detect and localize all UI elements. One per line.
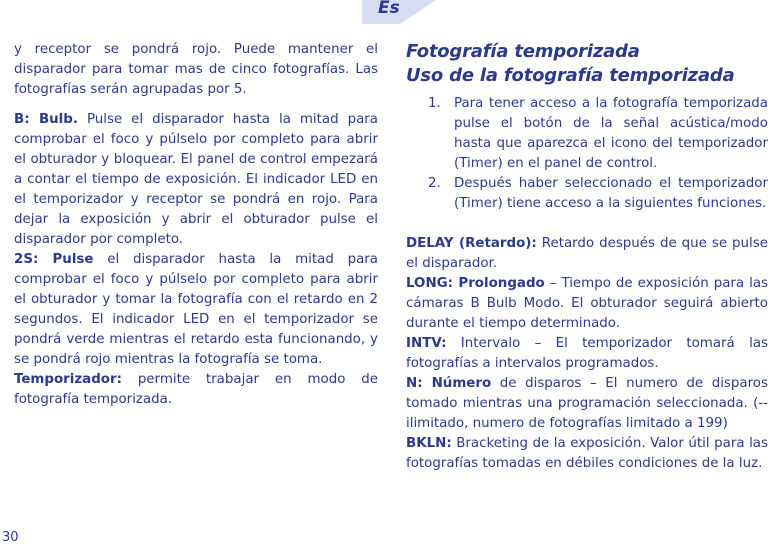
- timer-paragraph: [14, 370, 378, 410]
- definition-item: [406, 374, 768, 434]
- definition-item: [406, 434, 768, 474]
- definition-item: [406, 334, 768, 374]
- language-tab-label: Es: [378, 0, 400, 18]
- definition-term: LONG: Prolongado: [406, 276, 545, 291]
- definition-item: [406, 234, 768, 274]
- intro-paragraph: [14, 40, 378, 100]
- definition-text: – Tiempo de exposición para las cámaras B Bulb Modo. El obturador seguirá abierto durante el tiempo determinado.: [406, 276, 768, 331]
- definition-term: N: Número: [406, 376, 492, 391]
- steps-list: [406, 94, 768, 214]
- definition-text: Retardo después de que se pulse el disparador.: [406, 236, 768, 271]
- language-tab: [362, 0, 436, 24]
- step-number: 2.: [428, 176, 441, 191]
- definition-text: Intervalo – El temporizador tomará las fotografías a intervalos programados.: [406, 336, 768, 371]
- intro-text: y receptor se pondrá rojo. Puede mantener el disparador para tomar mas de cinco fotografías. Las fotografías serán agrupadas por 5.: [14, 42, 378, 97]
- step-text: Después haber seleccionado el temporizador (Timer) tiene acceso a la siguientes funciones.: [454, 176, 768, 211]
- bulb-label: B: Bulb.: [14, 112, 78, 127]
- definition-text: Bracketing de la exposición. Valor útil para las fotografías tomadas en débiles condiciones de la luz.: [406, 436, 768, 471]
- definition-item: [406, 274, 768, 334]
- list-item: [406, 94, 768, 174]
- pulse-text: el disparador hasta la mitad para comprobar el foco y púlselo por completo para abrir el obturador y tomar la fotografía con el retardo en 2 segundos. El indicador LED en el temporizador se pondrá verde mientras el retardo esta funcionando, y se pondrá rojo mientras la fotografía se toma.: [14, 252, 379, 367]
- timer-text: permite trabajar en modo de fotografía temporizada.: [14, 372, 378, 407]
- definitions-list: [406, 234, 768, 474]
- section-title: Fotografía temporizada: [406, 41, 640, 62]
- step-text: Para tener acceso a la fotografía temporizada pulse el botón de la señal acústica/modo hasta que aparezca el icono del temporizador (Timer) en el panel de control.: [454, 96, 768, 171]
- definition-term: DELAY (Retardo):: [406, 236, 537, 251]
- page-number: 30: [2, 530, 19, 545]
- section-subtitle: Uso de la fotografía temporizada: [406, 65, 735, 86]
- list-item: [406, 174, 768, 214]
- pulse-paragraph: [14, 250, 378, 370]
- definition-text: de disparos – El numero de disparos tomado mientras una programación seleccionada. (-- ilimitado, numero de fotografías limitado a 199): [406, 376, 768, 431]
- pulse-label: 2S: Pulse: [14, 252, 94, 267]
- timer-label: Temporizador:: [14, 372, 122, 387]
- right-column: [406, 40, 768, 474]
- bulb-paragraph: [14, 110, 378, 250]
- bulb-text: Pulse el disparador hasta la mitad para comprobar el foco y púlselo por completo para abrir el obturador y bloquear. El panel de control empezará a contar el tiempo de exposición. El indicador LED en el temporizador y receptor se pondrá en rojo. Para dejar la exposición y abrir el obturador pulse el disparador por completo.: [14, 112, 378, 247]
- definition-term: BKLN:: [406, 436, 452, 451]
- left-column: [14, 40, 378, 410]
- definition-term: INTV:: [406, 336, 447, 351]
- step-number: 1.: [428, 96, 441, 111]
